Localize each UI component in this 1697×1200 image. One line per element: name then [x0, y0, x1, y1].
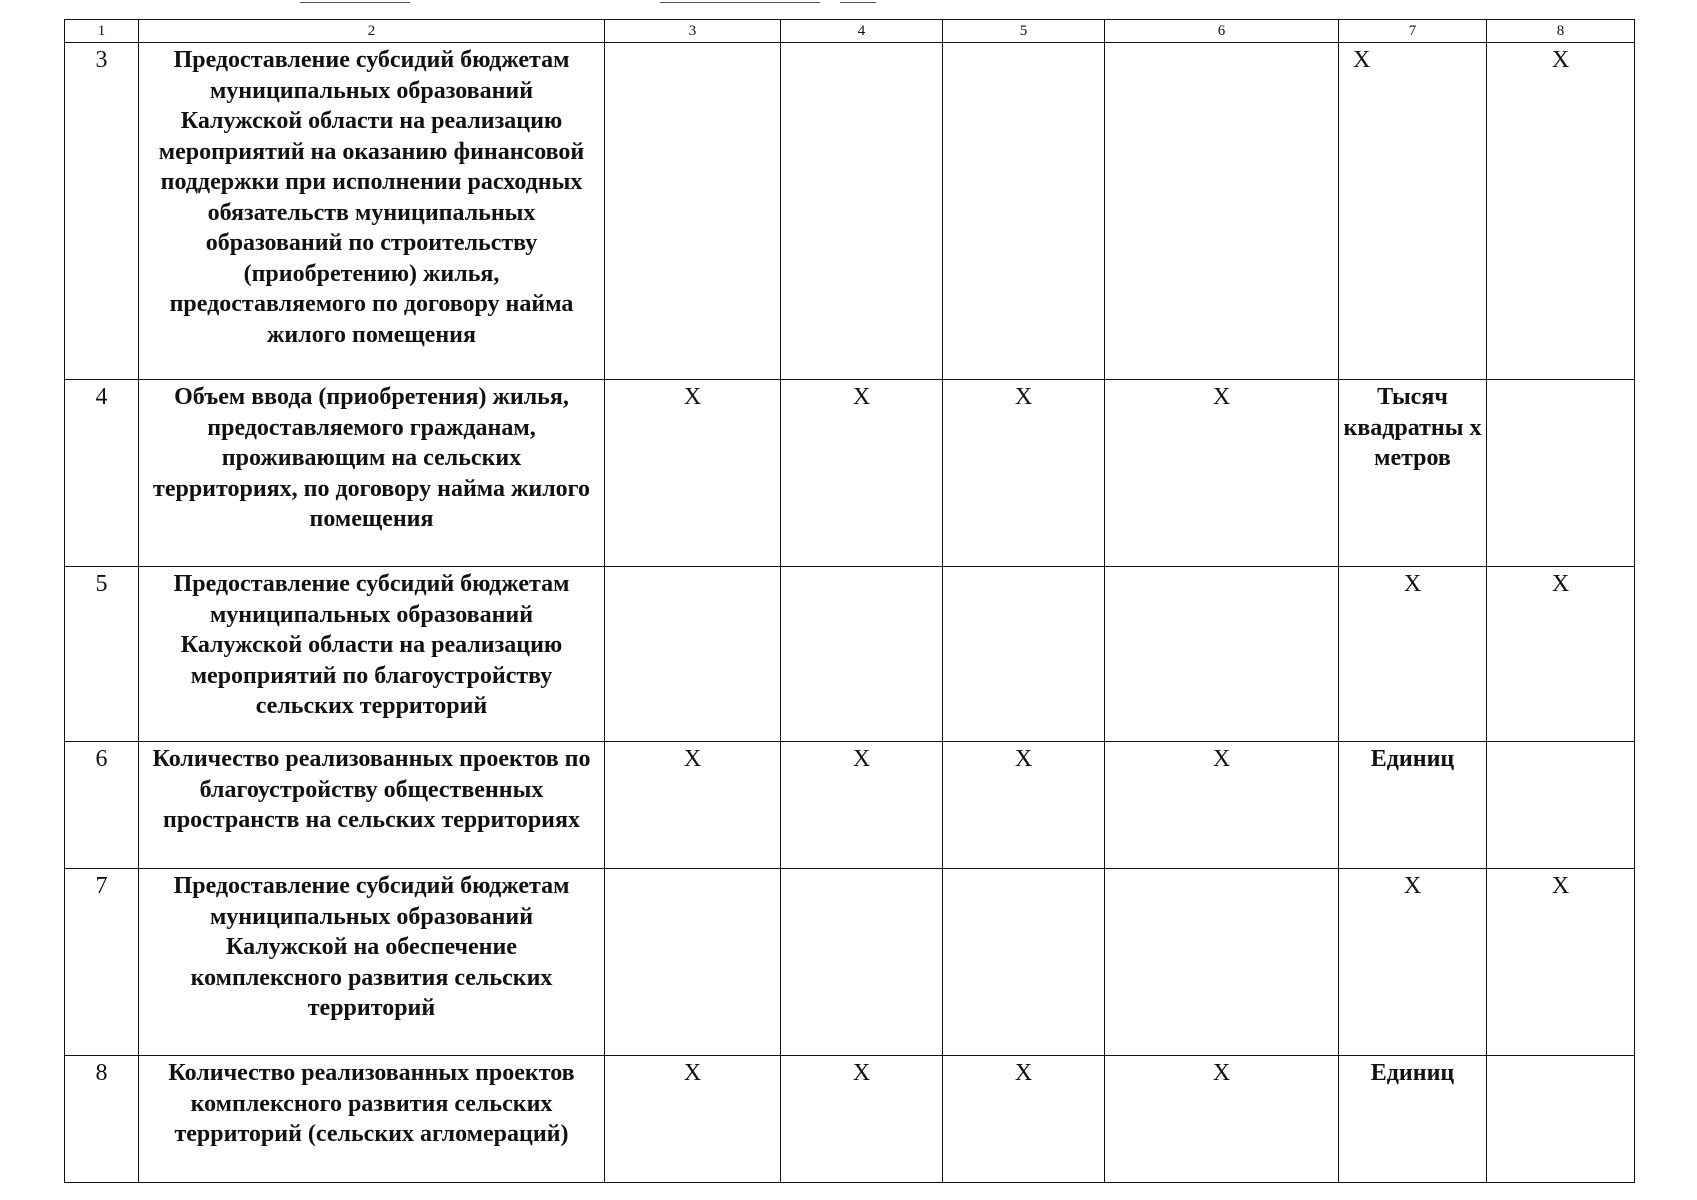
row-name: Предоставление субсидий бюджетам муниципальных образований Калужской на обеспечение комплексного развития сельских территорий [139, 869, 605, 1056]
cell-col-6 [1105, 43, 1339, 380]
cell-col-6: Х [1105, 742, 1339, 869]
top-rule [300, 2, 410, 3]
cell-col-4 [781, 869, 943, 1056]
cell-col-7: Х [1339, 869, 1487, 1056]
column-number-8: 8 [1487, 20, 1635, 43]
cell-col-3 [605, 43, 781, 380]
cell-col-6 [1105, 869, 1339, 1056]
row-number: 4 [65, 380, 139, 567]
row-name: Объем ввода (приобретения) жилья, предоставляемого гражданам, проживающим на сельских территориях, по договору найма жилого помещения [139, 380, 605, 567]
cell-col-4: Х [781, 1056, 943, 1183]
cell-col-3: Х [605, 1056, 781, 1183]
cell-col-6 [1105, 567, 1339, 742]
cell-col-7: Единиц [1339, 1056, 1487, 1183]
top-rule [840, 2, 876, 3]
cell-col-4: Х [781, 742, 943, 869]
column-number-7: 7 [1339, 20, 1487, 43]
cell-col-4 [781, 43, 943, 380]
column-number-4: 4 [781, 20, 943, 43]
cell-col-5 [943, 567, 1105, 742]
table-header-row [65, 20, 1635, 43]
cell-col-6: Х [1105, 380, 1339, 567]
cell-col-8 [1487, 380, 1635, 567]
table-row [65, 742, 1635, 869]
table-row [65, 1056, 1635, 1183]
cell-col-8: Х [1487, 43, 1635, 380]
row-name: Количество реализованных проектов по благоустройству общественных пространств на сельских территориях [139, 742, 605, 869]
cell-col-4 [781, 567, 943, 742]
cell-col-5: Х [943, 1056, 1105, 1183]
cell-col-8: Х [1487, 869, 1635, 1056]
row-name: Предоставление субсидий бюджетам муниципальных образований Калужской области на реализацию мероприятий по благоустройству сельских территорий [139, 567, 605, 742]
cell-col-6: Х [1105, 1056, 1339, 1183]
column-number-6: 6 [1105, 20, 1339, 43]
table-row [65, 869, 1635, 1056]
row-name: Предоставление субсидий бюджетам муниципальных образований Калужской области на реализацию мероприятий на оказанию финансовой поддержки при исполнении расходных обязательств муниципальных образований по строительству (приобретению) жилья, предоставляемого по договору найма жилого помещения [139, 43, 605, 380]
row-number: 5 [65, 567, 139, 742]
cell-col-4: Х [781, 380, 943, 567]
cell-col-8: Х [1487, 567, 1635, 742]
top-rule [660, 2, 820, 3]
cell-col-7: Х [1339, 567, 1487, 742]
indicators-table [64, 19, 1635, 1183]
column-number-3: 3 [605, 20, 781, 43]
cell-col-7: Х [1339, 43, 1487, 380]
cell-col-3: Х [605, 380, 781, 567]
cell-col-5 [943, 869, 1105, 1056]
column-number-1: 1 [65, 20, 139, 43]
cell-col-8 [1487, 1056, 1635, 1183]
row-name: Количество реализованных проектов комплексного развития сельских территорий (сельских агломераций) [139, 1056, 605, 1183]
table-row [65, 380, 1635, 567]
cell-col-7: Единиц [1339, 742, 1487, 869]
cell-col-7: Тысяч квадратны х метров [1339, 380, 1487, 567]
cell-col-5: Х [943, 380, 1105, 567]
row-number: 6 [65, 742, 139, 869]
column-number-2: 2 [139, 20, 605, 43]
column-number-5: 5 [943, 20, 1105, 43]
cell-col-3: Х [605, 742, 781, 869]
cell-col-3 [605, 869, 781, 1056]
cell-col-5 [943, 43, 1105, 380]
row-number: 3 [65, 43, 139, 380]
table-row [65, 567, 1635, 742]
row-number: 8 [65, 1056, 139, 1183]
cell-col-5: Х [943, 742, 1105, 869]
row-number: 7 [65, 869, 139, 1056]
cell-col-3 [605, 567, 781, 742]
cell-col-8 [1487, 742, 1635, 869]
table-row [65, 43, 1635, 380]
